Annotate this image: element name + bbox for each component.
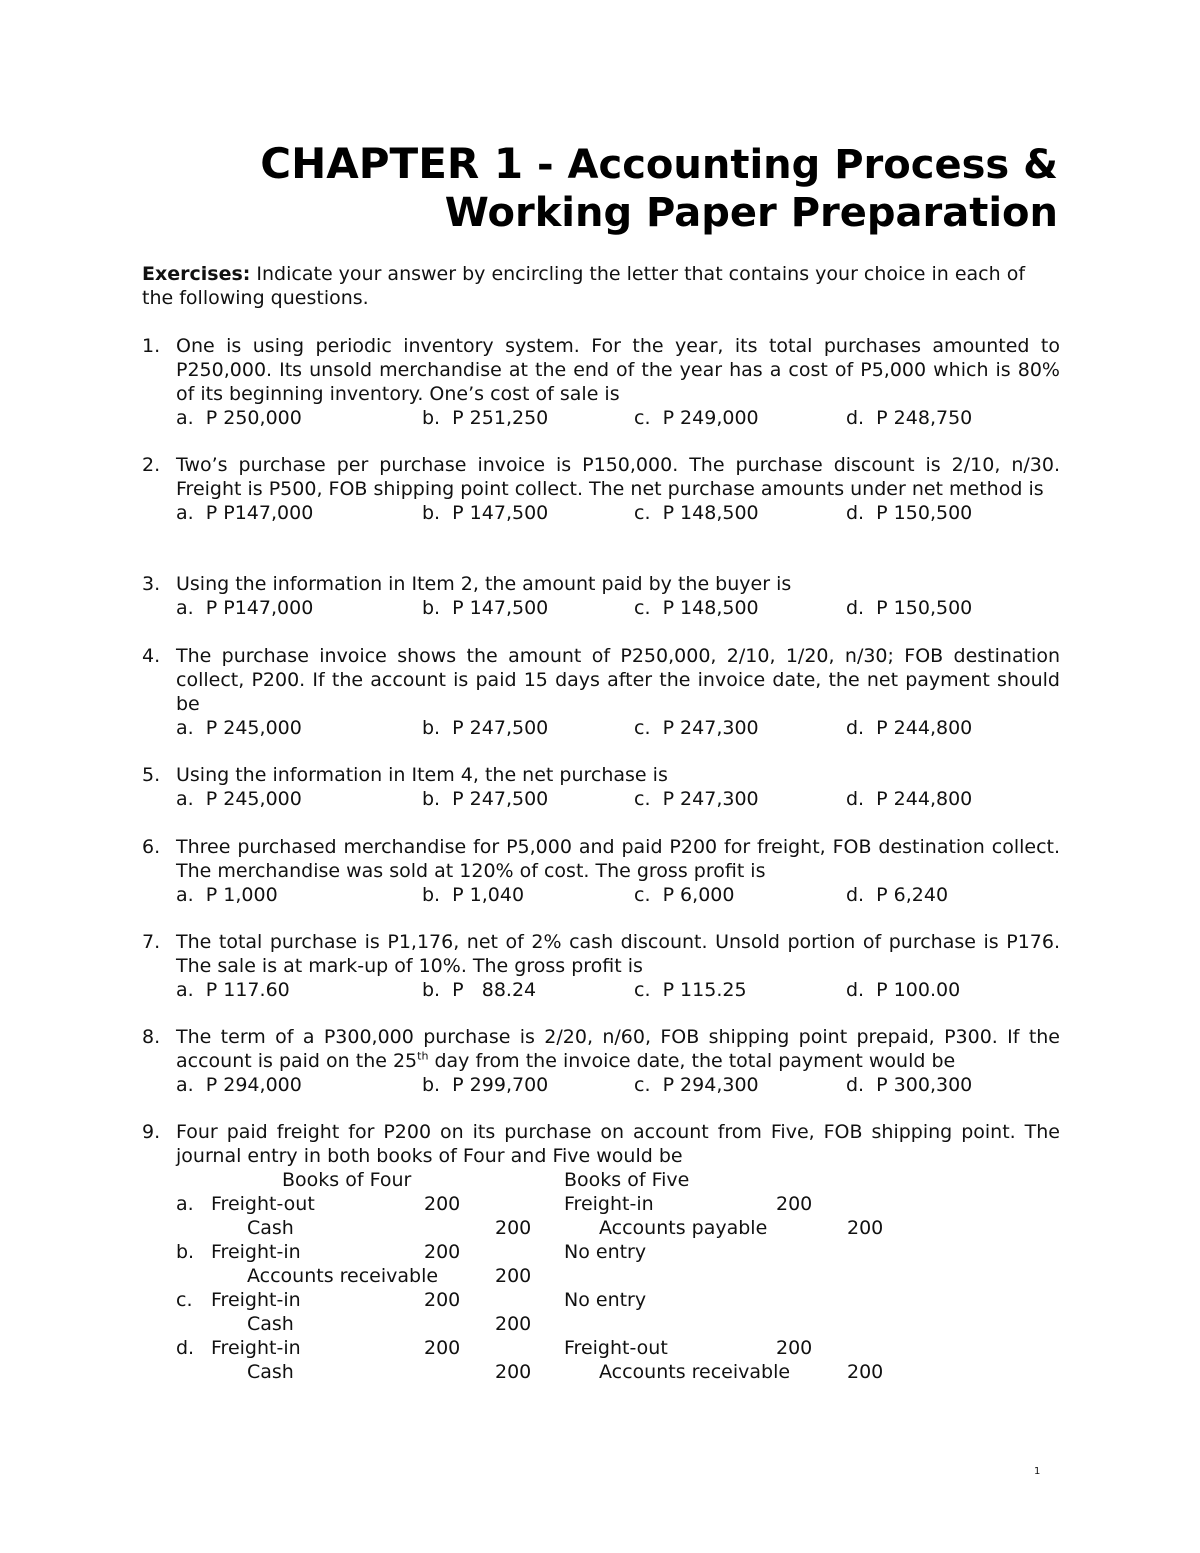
- four-credit-account: Cash: [247, 1361, 294, 1383]
- five-debit-amount: 200: [776, 1337, 813, 1359]
- exercise-instructions: [142, 262, 1062, 310]
- option-a[interactable]: a. P 294,000: [176, 1074, 302, 1096]
- chapter-number: CHAPTER 1: [260, 139, 524, 188]
- question-number: 2.: [142, 454, 161, 476]
- four-credit-account: Cash: [247, 1313, 294, 1335]
- option-d[interactable]: d. P 244,800: [846, 788, 973, 810]
- question-6: [142, 835, 1060, 907]
- four-credit-account: Cash: [247, 1217, 294, 1239]
- four-credit-amount: 200: [495, 1217, 532, 1239]
- journal-entry-c-line-1[interactable]: [176, 1288, 1060, 1312]
- five-credit-amount: 200: [847, 1217, 884, 1239]
- option-b[interactable]: b. P 147,500: [422, 597, 549, 619]
- option-b[interactable]: b. P 147,500: [422, 502, 549, 524]
- option-d[interactable]: d. P 248,750: [846, 407, 973, 429]
- question-stem: Four paid freight for P200 on its purchase on account from Five, FOB shipping point. The journal entry in both books of Four and Five would be: [176, 1121, 1060, 1167]
- five-debit-account: No entry: [564, 1241, 647, 1263]
- answer-options: [176, 978, 1060, 1002]
- four-credit-account: Accounts receivable: [247, 1265, 439, 1287]
- five-credit-account: Accounts receivable: [599, 1361, 791, 1383]
- four-credit-amount: 200: [495, 1313, 532, 1335]
- five-credit-amount: 200: [847, 1361, 884, 1383]
- option-a[interactable]: a. P 245,000: [176, 717, 302, 739]
- four-debit-amount: 200: [424, 1193, 461, 1215]
- books-of-five-header: Books of Five: [564, 1169, 690, 1191]
- option-c[interactable]: c. P 148,500: [634, 502, 759, 524]
- question-5: [142, 763, 1060, 811]
- answer-options: [176, 883, 1060, 907]
- four-credit-amount: 200: [495, 1361, 532, 1383]
- title-line-1: - Accounting Process &: [523, 142, 1058, 188]
- four-debit-account: Freight-in: [211, 1241, 301, 1263]
- page-number: 1: [1034, 1466, 1041, 1477]
- title-line-2: Working Paper Preparation: [444, 190, 1058, 236]
- option-a[interactable]: a. P 245,000: [176, 788, 302, 810]
- four-debit-amount: 200: [424, 1337, 461, 1359]
- answer-options: [176, 716, 1060, 740]
- option-d[interactable]: d. P 300,300: [846, 1074, 973, 1096]
- option-b[interactable]: b. P 247,500: [422, 788, 549, 810]
- option-a[interactable]: a. P 1,000: [176, 884, 278, 906]
- question-stem: Three purchased merchandise for P5,000 and paid P200 for freight, FOB destination collect. The merchandise was sold at 120% of cost. The gross profit is: [176, 836, 1060, 882]
- exercises-label: Exercises:: [142, 263, 251, 285]
- option-a[interactable]: a. P P147,000: [176, 597, 314, 619]
- question-number: 1.: [142, 335, 161, 357]
- journal-entry-c-line-2: [176, 1312, 1060, 1336]
- option-c[interactable]: c. P 294,300: [634, 1074, 759, 1096]
- option-a[interactable]: a. P P147,000: [176, 502, 314, 524]
- option-d[interactable]: d. P 100.00: [846, 979, 961, 1001]
- instructions-text: Indicate your answer by encircling the letter that contains your choice in each of the following questions.: [142, 263, 1026, 309]
- option-letter: a.: [176, 1193, 194, 1215]
- question-number: 7.: [142, 931, 161, 953]
- four-debit-account: Freight-in: [211, 1289, 301, 1311]
- option-c[interactable]: c. P 148,500: [634, 597, 759, 619]
- question-number: 6.: [142, 836, 161, 858]
- option-a[interactable]: a. P 117.60: [176, 979, 290, 1001]
- question-stem: Using the information in Item 4, the net purchase is: [176, 764, 668, 786]
- five-debit-account: Freight-in: [564, 1193, 654, 1215]
- option-c[interactable]: c. P 249,000: [634, 407, 759, 429]
- question-stem: Two’s purchase per purchase invoice is P150,000. The purchase discount is 2/10, n/30. Freight is P500, FOB shipping point collect. The net purchase amounts under net method is: [176, 454, 1060, 500]
- question-9: [142, 1120, 1060, 1384]
- answer-options: [176, 406, 1060, 430]
- option-letter: d.: [176, 1337, 195, 1359]
- answer-options: [176, 787, 1060, 811]
- option-letter: c.: [176, 1289, 193, 1311]
- question-4: [142, 644, 1060, 740]
- question-2: [142, 453, 1060, 525]
- question-number: 5.: [142, 764, 161, 786]
- question-stem: [176, 1025, 1060, 1073]
- answer-options: [176, 1073, 1060, 1097]
- question-7: [142, 930, 1060, 1002]
- question-number: 8.: [142, 1026, 161, 1048]
- chapter-title: [260, 140, 1058, 237]
- option-c[interactable]: c. P 115.25: [634, 979, 747, 1001]
- question-stem: One is using periodic inventory system. For the year, its total purchases amounted to P250,000. Its unsold merchandise at the end of the year has a cost of P5,000 which is 80% of its beginning inventory. One’s cost of sale is: [176, 335, 1060, 405]
- journal-entry-b-line-2: [176, 1264, 1060, 1288]
- four-credit-amount: 200: [495, 1265, 532, 1287]
- option-d[interactable]: d. P 150,500: [846, 597, 973, 619]
- ordinal-suffix: th: [417, 1049, 429, 1063]
- question-stem-part-1: The term of a P300,000 purchase is 2/20, n/60, FOB shipping point prepaid, P300. If the account is paid on the 25: [176, 1026, 1060, 1072]
- option-letter: b.: [176, 1241, 195, 1263]
- journal-entry-d-line-2: [176, 1360, 1060, 1384]
- journal-entry-a-line-2: [176, 1216, 1060, 1240]
- four-debit-amount: 200: [424, 1289, 461, 1311]
- option-c[interactable]: c. P 247,300: [634, 717, 759, 739]
- option-d[interactable]: d. P 244,800: [846, 717, 973, 739]
- answer-options: [176, 596, 1060, 620]
- option-b[interactable]: b. P 251,250: [422, 407, 549, 429]
- option-c[interactable]: c. P 6,000: [634, 884, 735, 906]
- question-stem-part-2: day from the invoice date, the total payment would be: [428, 1050, 956, 1072]
- journal-entry-d-line-1[interactable]: [176, 1336, 1060, 1360]
- question-3: [142, 572, 1060, 620]
- option-d[interactable]: d. P 150,500: [846, 502, 973, 524]
- option-b[interactable]: b. P 88.24: [422, 979, 537, 1001]
- four-debit-account: Freight-in: [211, 1337, 301, 1359]
- question-1: [142, 334, 1060, 430]
- five-debit-account: No entry: [564, 1289, 647, 1311]
- option-c[interactable]: c. P 247,300: [634, 788, 759, 810]
- option-a[interactable]: a. P 250,000: [176, 407, 302, 429]
- option-b[interactable]: b. P 247,500: [422, 717, 549, 739]
- question-stem: Using the information in Item 2, the amount paid by the buyer is: [176, 573, 792, 595]
- four-debit-account: Freight-out: [211, 1193, 315, 1215]
- five-debit-account: Freight-out: [564, 1337, 668, 1359]
- question-number: 4.: [142, 645, 161, 667]
- journal-entry-a-line-1[interactable]: [176, 1192, 1060, 1216]
- journal-headers: [176, 1168, 1060, 1192]
- option-b[interactable]: b. P 299,700: [422, 1074, 549, 1096]
- question-number: 3.: [142, 573, 161, 595]
- question-number: 9.: [142, 1121, 161, 1143]
- question-8: [142, 1025, 1060, 1097]
- five-credit-account: Accounts payable: [599, 1217, 768, 1239]
- option-d[interactable]: d. P 6,240: [846, 884, 949, 906]
- five-debit-amount: 200: [776, 1193, 813, 1215]
- question-stem: The total purchase is P1,176, net of 2% cash discount. Unsold portion of purchase is P176. The sale is at mark-up of 10%. The gross profit is: [176, 931, 1060, 977]
- question-stem: The purchase invoice shows the amount of P250,000, 2/10, 1/20, n/30; FOB destination collect, P200. If the account is paid 15 days after the invoice date, the net payment should be: [176, 645, 1060, 715]
- four-debit-amount: 200: [424, 1241, 461, 1263]
- answer-options: [176, 501, 1060, 525]
- journal-entry-b-line-1[interactable]: [176, 1240, 1060, 1264]
- books-of-four-header: Books of Four: [282, 1169, 412, 1191]
- option-b[interactable]: b. P 1,040: [422, 884, 525, 906]
